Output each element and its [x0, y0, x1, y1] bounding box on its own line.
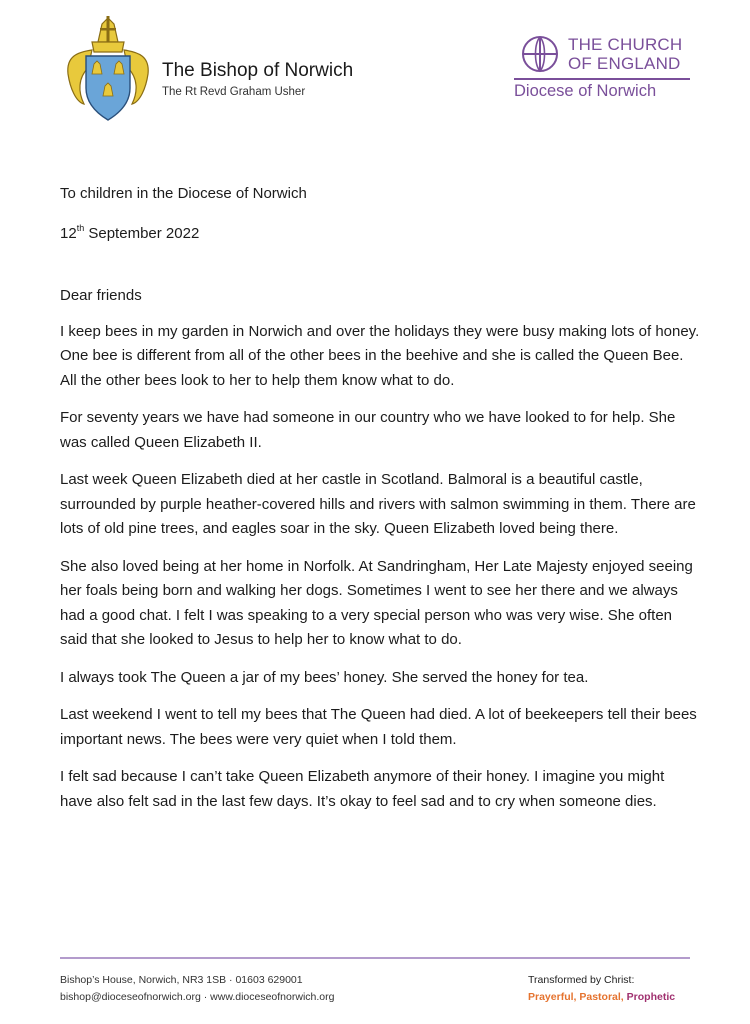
letter-salutation: Dear friends: [60, 287, 142, 304]
church-name-line1: THE CHURCH: [568, 35, 683, 54]
logo-divider: [514, 78, 690, 80]
date-suffix: th: [76, 222, 85, 233]
bishop-heading: [162, 60, 353, 98]
footer-email-web: bishop@dioceseofnorwich.org · www.dioceseofnorwich.org: [60, 991, 335, 1003]
bishop-mitre-crest-icon: [58, 12, 158, 128]
footer-values: [528, 989, 675, 1006]
letter-recipient: To children in the Diocese of Norwich: [60, 185, 307, 202]
bishop-name: The Rt Revd Graham Usher: [162, 86, 306, 98]
letter-paragraph: I felt sad because I can’t take Queen Elizabeth anymore of their honey. I imagine you might have also felt sad in the last few days. It’s okay to feel sad and to cry when someone dies.: [60, 768, 665, 810]
footer-divider: [60, 957, 690, 959]
diocese-name: Diocese of Norwich: [514, 82, 657, 100]
date-day: 12: [60, 224, 77, 242]
bishop-title: The Bishop of Norwich: [162, 60, 354, 81]
footer-tagline-block: [528, 972, 675, 1006]
church-cross-icon: [520, 34, 560, 74]
value-pastoral: Pastoral,: [579, 991, 624, 1003]
footer-contact: [60, 972, 334, 1006]
letter-paragraph: I always took The Queen a jar of my bees’ honey. She served the honey for tea.: [60, 668, 589, 686]
letter-paragraph: Last weekend I went to tell my bees that The Queen had died. A lot of beekeepers tell their bees important news. The bees were very quiet when I told them.: [60, 706, 697, 748]
letter-paragraph: Last week Queen Elizabeth died at her castle in Scotland. Balmoral is a beautiful castle, surrounded by purple heather-covered hills and rivers with salmon swimming in them. There are lots of old pine trees, and eagles soar in the sky. Queen Elizabeth loved being there.: [60, 471, 696, 537]
footer-address: Bishop’s House, Norwich, NR3 1SB · 01603 629001: [60, 974, 303, 986]
letter-date: [60, 222, 700, 247]
letter-body: [60, 182, 700, 827]
value-prayerful: Prayerful,: [528, 991, 577, 1003]
date-rest: September 2022: [84, 224, 200, 242]
letter-paragraph: She also loved being at her home in Norfolk. At Sandringham, Her Late Majesty enjoyed seeing her foals being born and walking her dogs. Sometimes I went to see her there and we always had a good chat. I felt I was speaking to a very special person who was very wise. She often said that she looked to Jesus to help her to know what to do.: [60, 557, 693, 648]
letter-paragraph: I keep bees in my garden in Norwich and over the holidays they were busy making lots of honey. One bee is different from all of the other bees in the beehive and she is called the Queen Bee. All the other bees look to her to help them know what to do.: [60, 322, 700, 389]
letter-paragraph: For seventy years we have had someone in our country who we have looked to for help. She was called Queen Elizabeth II.: [60, 409, 676, 451]
value-prophetic: Prophetic: [626, 991, 676, 1003]
footer-tagline: Transformed by Christ:: [528, 974, 635, 986]
church-of-england-logo: [514, 34, 690, 104]
church-name-line2: OF ENGLAND: [568, 54, 681, 73]
